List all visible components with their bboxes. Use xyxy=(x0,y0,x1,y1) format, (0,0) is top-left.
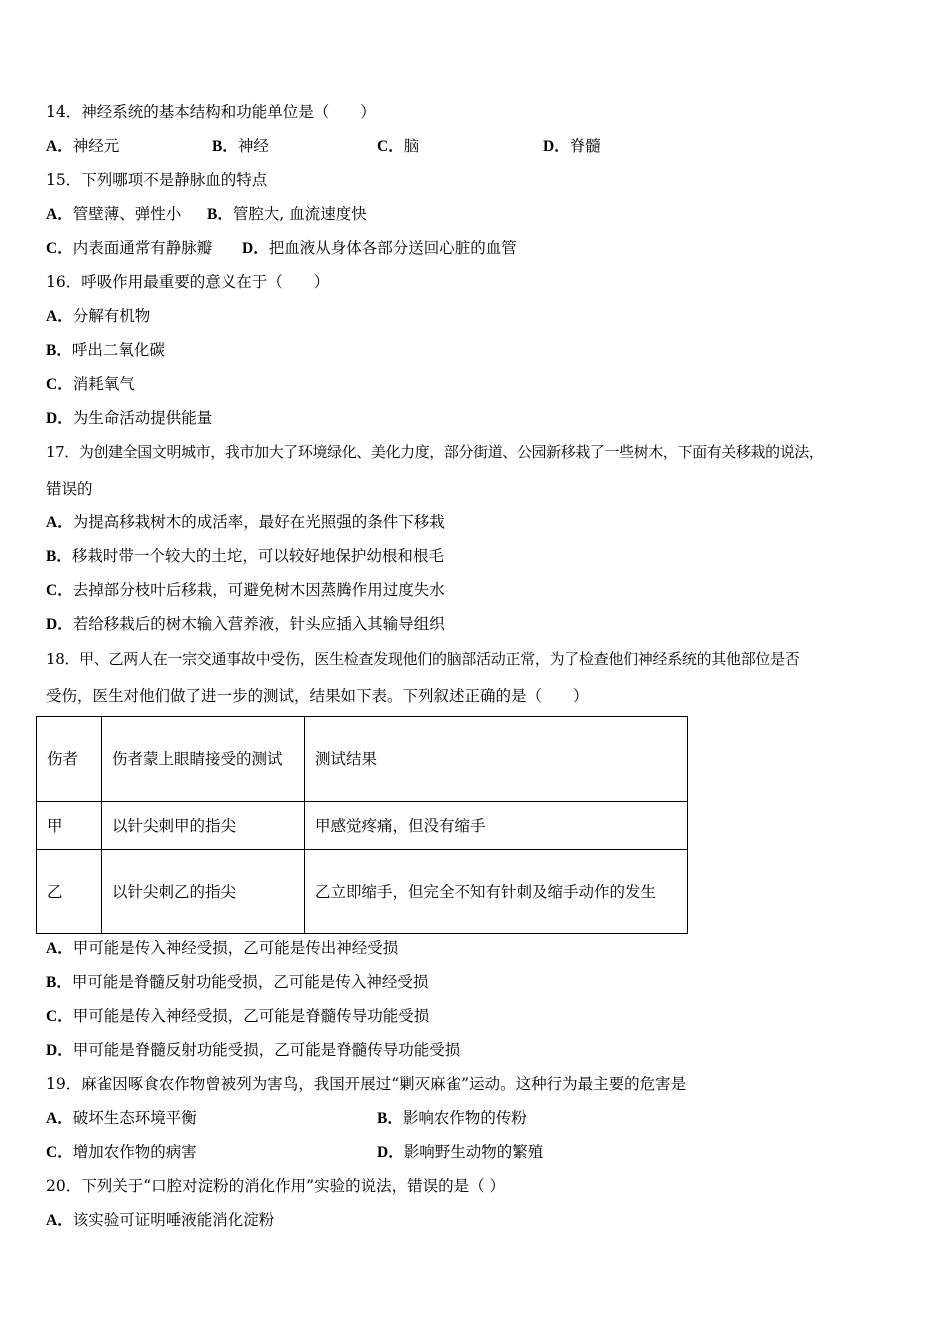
table-cell: 以针尖刺甲的指尖 xyxy=(102,802,305,850)
table-row xyxy=(37,850,688,934)
q16-option-b: B．呼出二氧化碳 xyxy=(46,341,165,359)
q19-option-a: A．破坏生态环境平衡 xyxy=(46,1109,197,1127)
q14-option-a: A．神经元 xyxy=(46,137,120,155)
table-cell: 乙立即缩手，但完全不知有针刺及缩手动作的发生 xyxy=(305,850,688,934)
q19-option-c: C．增加农作物的病害 xyxy=(46,1143,197,1161)
table-header-row xyxy=(37,717,688,802)
q17-option-c: C．去掉部分枝叶后移栽，可避免树木因蒸腾作用过度失水 xyxy=(46,581,445,599)
q16-stem: 16．呼吸作用最重要的意义在于（ ） xyxy=(46,273,330,291)
q14-stem: 14．神经系统的基本结构和功能单位是（ ） xyxy=(46,103,376,121)
table-header-cell: 伤者 xyxy=(37,717,102,802)
q14-option-d: D．脊髓 xyxy=(543,137,601,155)
q20-option-a: A．该实验可证明唾液能消化淀粉 xyxy=(46,1211,275,1229)
q16-option-a: A．分解有机物 xyxy=(46,307,151,325)
q14-option-b: B．神经 xyxy=(212,137,269,155)
table-cell: 以针尖刺乙的指尖 xyxy=(102,850,305,934)
table-cell: 甲 xyxy=(37,802,102,850)
table-cell: 乙 xyxy=(37,850,102,934)
table-cell: 甲感觉疼痛，但没有缩手 xyxy=(305,802,688,850)
table-row xyxy=(37,802,688,850)
q19-option-b: B．影响农作物的传粉 xyxy=(377,1109,527,1127)
q15-option-b: B．管腔大, 血流速度快 xyxy=(207,205,367,223)
q18-stem-line2: 受伤，医生对他们做了进一步的测试，结果如下表。下列叙述正确的是（ ） xyxy=(46,687,589,705)
table-header-cell: 伤者蒙上眼睛接受的测试 xyxy=(102,717,305,802)
table-header-cell: 测试结果 xyxy=(305,717,688,802)
q17-option-d: D．若给移栽后的树木输入营养液，针头应插入其输导组织 xyxy=(46,615,445,633)
q19-stem: 19．麻雀因啄食农作物曾被列为害鸟，我国开展过“剿灭麻雀”运动。这种行为最主要的危害是 xyxy=(46,1075,687,1093)
q18-option-b: B．甲可能是脊髓反射功能受损，乙可能是传入神经受损 xyxy=(46,973,429,991)
q16-option-d: D．为生命活动提供能量 xyxy=(46,409,213,427)
q18-option-d: D．甲可能是脊髓反射功能受损，乙可能是脊髓传导功能受损 xyxy=(46,1041,461,1059)
q16-option-c: C．消耗氧气 xyxy=(46,375,135,393)
q17-stem-line2: 错误的 xyxy=(46,480,93,498)
q20-stem: 20．下列关于“口腔对淀粉的消化作用”实验的说法，错误的是（ ） xyxy=(46,1177,506,1195)
q18-option-c: C．甲可能是传入神经受损，乙可能是脊髓传导功能受损 xyxy=(46,1007,430,1025)
q15-option-a: A．管壁薄、弹性小 xyxy=(46,205,182,223)
q15-option-d: D．把血液从身体各部分送回心脏的血管 xyxy=(242,239,517,257)
q18-option-a: A．甲可能是传入神经受损，乙可能是传出神经受损 xyxy=(46,939,399,957)
q17-option-b: B．移栽时带一个较大的土坨，可以较好地保护幼根和根毛 xyxy=(46,547,444,565)
q14-option-c: C．脑 xyxy=(377,137,420,155)
q19-option-d: D．影响野生动物的繁殖 xyxy=(377,1143,544,1161)
results-table xyxy=(36,716,688,934)
q17-option-a: A．为提高移栽树木的成活率，最好在光照强的条件下移栽 xyxy=(46,513,445,531)
q18-stem-line1: 18．甲、乙两人在一宗交通事故中受伤，医生检查发现他们的脑部活动正常，为了检查他们神经系统的其他部位是否 xyxy=(46,650,800,668)
q15-option-c: C．内表面通常有静脉瓣 xyxy=(46,239,213,257)
q17-stem-line1: 17．为创建全国文明城市，我市加大了环境绿化、美化力度，部分街道、公园新移栽了一些树木，下面有关移栽的说法， xyxy=(46,443,824,461)
q15-stem: 15．下列哪项不是静脉血的特点 xyxy=(46,171,268,189)
